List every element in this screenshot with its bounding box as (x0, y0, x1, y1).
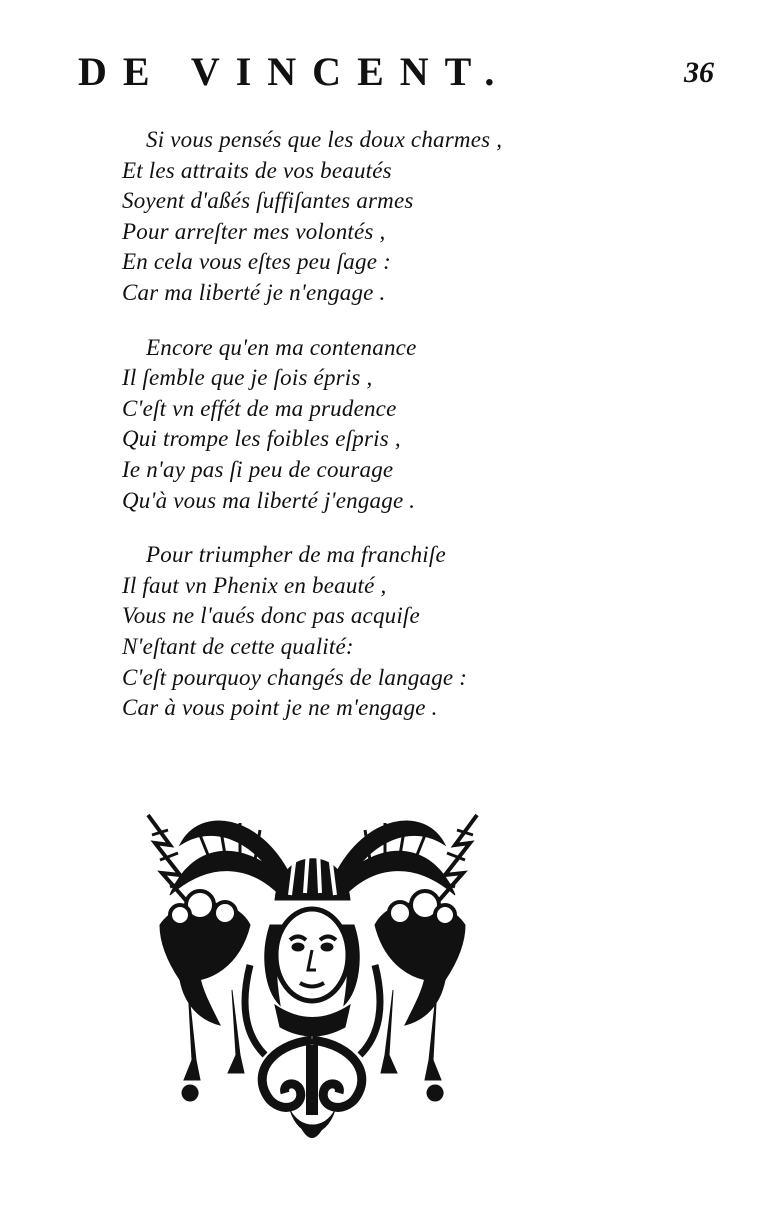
poem-line: Il faut vn Phenix en beauté , (122, 572, 387, 598)
poem-line: Et les attraits de vos beautés (122, 157, 392, 183)
poem-line: C'eſt vn effét de ma prudence (122, 395, 397, 421)
poem-line: Il ſemble que je ſois épris , (122, 365, 373, 391)
stanza-1 (122, 125, 682, 309)
poem-line: Pour triumpher de ma franchiſe (146, 542, 446, 568)
poem-line: Encore qu'en ma contenance (146, 334, 417, 360)
poem-line: N'eſtant de cette qualité: (122, 633, 354, 659)
poem-line: Soyent d'aßés ſuffiſantes armes (122, 188, 414, 214)
poem-line: Car ma liberté je n'engage . (122, 279, 386, 305)
stanza-3 (122, 540, 682, 724)
running-head: DE VINCENT. (78, 49, 511, 94)
stanza-2 (122, 333, 682, 517)
poem-line: Qui trompe les foibles eſpris , (122, 426, 401, 452)
ornament (140, 805, 485, 1153)
poem-line: C'eſt pourquoy changés de langage : (122, 664, 468, 690)
poem-line: Pour arreſter mes volontés , (122, 218, 386, 244)
poem-line: Vous ne l'aués donc pas acquiſe (122, 603, 420, 629)
woodcut-mask-fleuron-icon (140, 805, 485, 1153)
poem-line: Qu'à vous ma liberté j'engage . (122, 487, 416, 513)
poem-line: En cela vous eſtes peu ſage : (122, 249, 391, 275)
poem-line: Car à vous point je ne m'engage . (122, 695, 438, 721)
poem (122, 125, 682, 748)
poem-line: Si vous pensés que les doux charmes , (146, 127, 503, 152)
poem-line: Ie n'ay pas ſi peu de courage (122, 456, 394, 482)
page-number: 36 (684, 56, 714, 89)
